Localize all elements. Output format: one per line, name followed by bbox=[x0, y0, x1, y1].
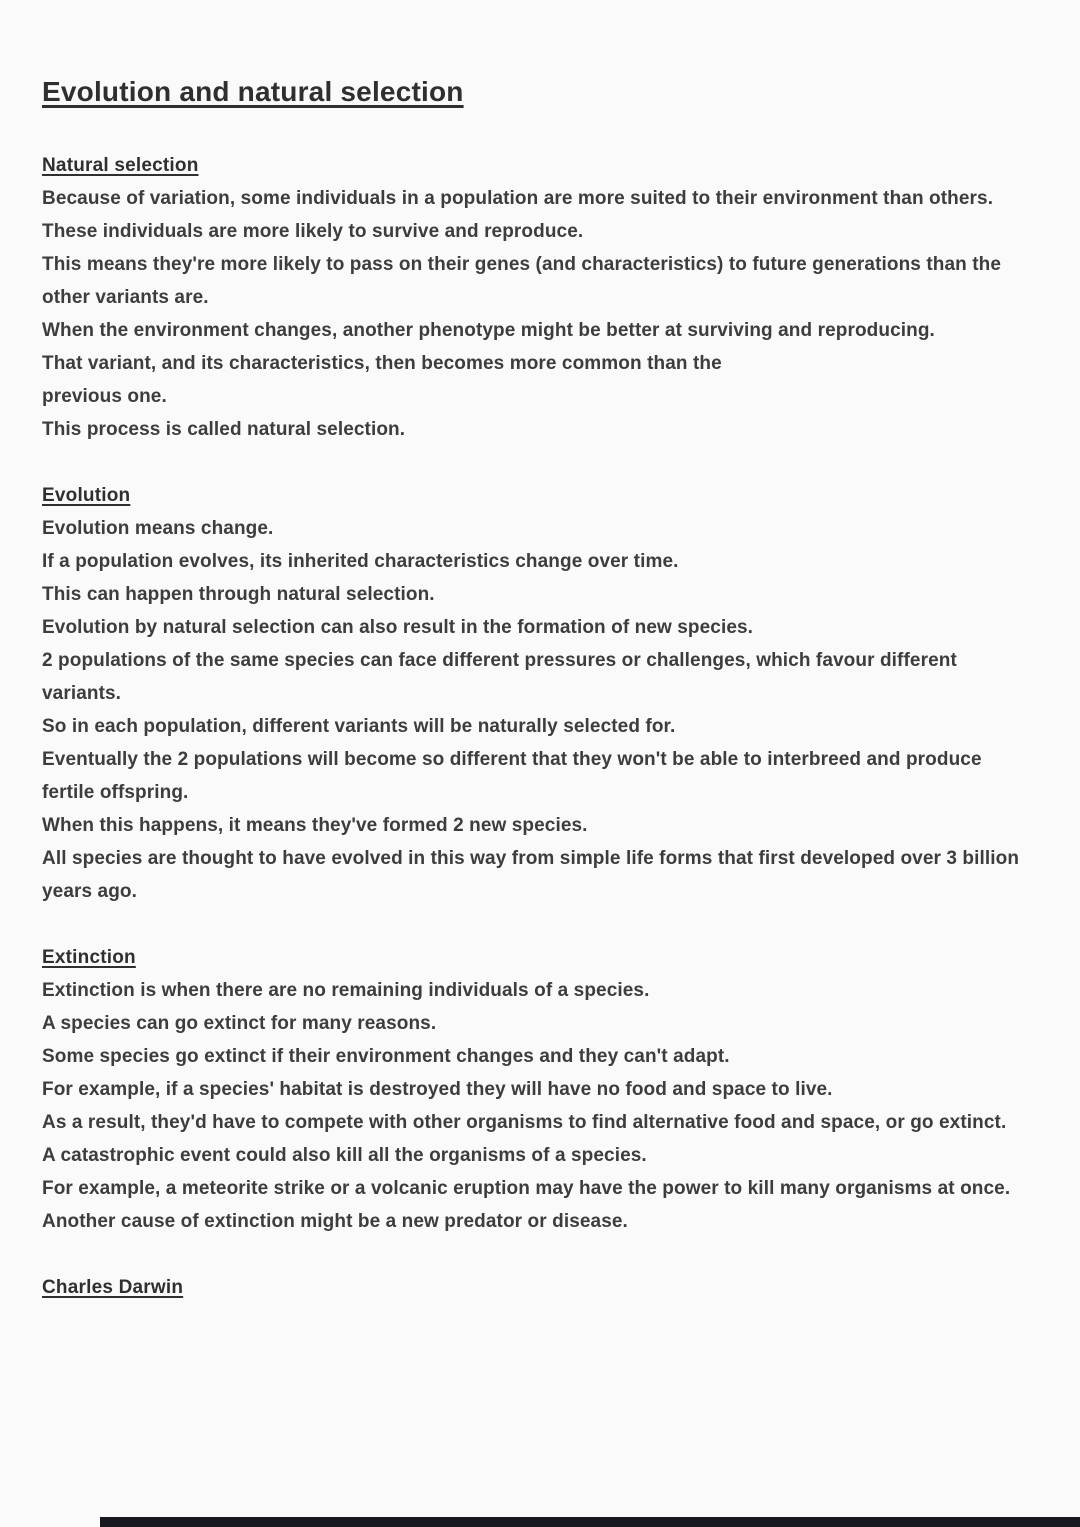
paragraph-line: A catastrophic event could also kill all the organisms of a species. bbox=[42, 1145, 647, 1166]
paragraph-line: When this happens, it means they've formed 2 new species. bbox=[42, 815, 588, 836]
paragraph-line: 2 populations of the same species can face different pressures or challenges, which favour different variants. bbox=[42, 650, 957, 704]
paragraph-line: This process is called natural selection. bbox=[42, 419, 406, 440]
paragraph-line: previous one. bbox=[42, 386, 167, 407]
paragraph-line: That variant, and its characteristics, then becomes more common than the bbox=[42, 353, 722, 374]
section-heading: Natural selection bbox=[42, 155, 199, 176]
paragraph-line: Because of variation, some individuals in a population are more suited to their environment than others. bbox=[42, 188, 994, 209]
paragraph-line: Another cause of extinction might be a new predator or disease. bbox=[42, 1211, 628, 1232]
section-evolution bbox=[42, 479, 1034, 908]
section-extinction bbox=[42, 941, 1034, 1238]
section-natural-selection bbox=[42, 149, 1034, 446]
page-bottom-bar bbox=[100, 1517, 1080, 1527]
paragraph-line: Evolution means change. bbox=[42, 518, 274, 539]
section-heading: Charles Darwin bbox=[42, 1277, 184, 1298]
paragraph-line: For example, if a species' habitat is destroyed they will have no food and space to live. bbox=[42, 1079, 833, 1100]
paragraph-line: Evolution by natural selection can also result in the formation of new species. bbox=[42, 617, 754, 638]
paragraph-line: Eventually the 2 populations will become so different that they won't be able to interbreed and produce fertile offspring. bbox=[42, 749, 982, 803]
page-title: Evolution and natural selection bbox=[42, 76, 464, 107]
paragraph-line: For example, a meteorite strike or a volcanic eruption may have the power to kill many organisms at once. bbox=[42, 1178, 1011, 1199]
section-heading: Extinction bbox=[42, 947, 136, 968]
paragraph-line: Extinction is when there are no remaining individuals of a species. bbox=[42, 980, 650, 1001]
sections bbox=[42, 149, 1034, 1304]
section-charles-darwin bbox=[42, 1271, 1034, 1304]
paragraph-line: When the environment changes, another phenotype might be better at surviving and reproducing. bbox=[42, 320, 935, 341]
paragraph-line: All species are thought to have evolved in this way from simple life forms that first developed over 3 billion years ago. bbox=[42, 848, 1020, 902]
paragraph-line: If a population evolves, its inherited characteristics change over time. bbox=[42, 551, 679, 572]
paragraph-line: This can happen through natural selection. bbox=[42, 584, 435, 605]
paragraph-line: A species can go extinct for many reasons. bbox=[42, 1013, 437, 1034]
section-heading: Evolution bbox=[42, 485, 131, 506]
paragraph-line: So in each population, different variants will be naturally selected for. bbox=[42, 716, 676, 737]
paragraph-line: Some species go extinct if their environment changes and they can't adapt. bbox=[42, 1046, 730, 1067]
paragraph-line: These individuals are more likely to survive and reproduce. bbox=[42, 221, 584, 242]
paragraph-line: As a result, they'd have to compete with other organisms to find alternative food and space, or go extinct. bbox=[42, 1112, 1007, 1133]
paragraph-line: This means they're more likely to pass on their genes (and characteristics) to future generations than the other variants are. bbox=[42, 254, 1002, 308]
